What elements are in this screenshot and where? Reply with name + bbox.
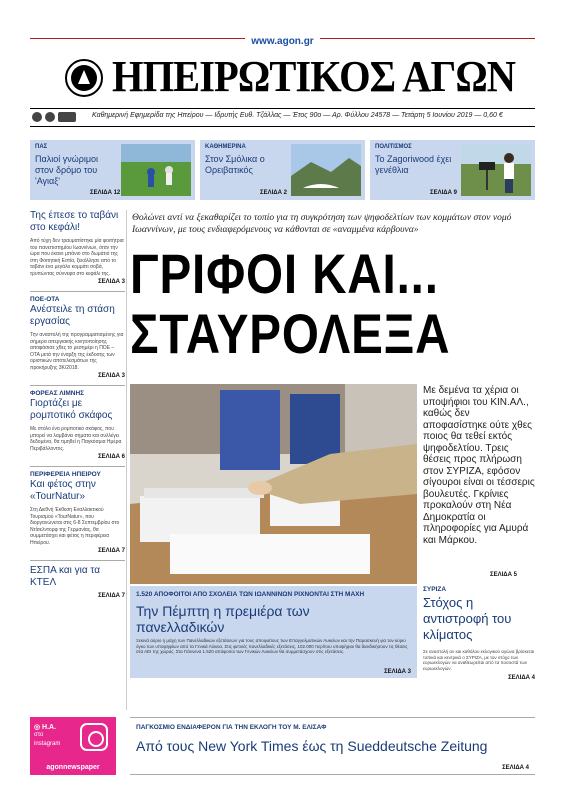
divider bbox=[30, 466, 125, 467]
ballot-photo bbox=[130, 384, 417, 584]
badge-icon bbox=[58, 112, 76, 122]
left-story-tag: ΠΟΕ-ΟΤΑ bbox=[30, 296, 60, 303]
emblem-icon bbox=[64, 58, 104, 98]
headline-line-1: ΓΡΙΦΟΙ ΚΑΙ... bbox=[130, 242, 439, 305]
side-story-page: ΣΕΛΙΔΑ 5 bbox=[490, 572, 517, 578]
teaser-title: Παλιοί γνώριμοι στον δρόμο του 'Αγιαξ' bbox=[35, 154, 99, 186]
teaser-title: Το Zagoriwood έχει γενέθλια bbox=[375, 154, 452, 175]
instagram-icon bbox=[80, 723, 108, 751]
left-story[interactable] bbox=[30, 390, 125, 460]
elisaf-page: ΣΕΛΙΔΑ 4 bbox=[502, 765, 529, 771]
syriza-story[interactable] bbox=[423, 586, 535, 681]
teaser-tag: ΠΑΣ bbox=[35, 144, 48, 150]
teaser-tag: ΚΑΘΗΜΕΡΙΝΑ bbox=[205, 144, 246, 150]
syriza-tag: ΣΥΡΙΖΑ bbox=[423, 586, 447, 593]
syriza-body: Σε αναστολή αν και καθόλου εκλογικού αγώνα βρίσκεται τοπικά και κεντρικά ο ΣΥΡΙΖΑ, με τον στόχο των ευρωεκλογών να αναθεωρείται από τα ποσοστά των ευρωεκλογών. bbox=[423, 649, 535, 671]
left-story-headline: Και φέτος στην «TourNatur» bbox=[30, 479, 96, 502]
left-story-page: ΣΕΛΙΔΑ 6 bbox=[98, 454, 125, 460]
left-story-body: Από τύχη δεν τραυματίστηκε μία φοιτήτρια του πανεπιστημίου Ιωαννίνων, όταν την ώρα που έκανε μπάνιο στο δωμάτιό της στη Φοιτητική Εστία, ξεκόλλησε από το ταβάνι ένα μεγάλο κομμάτι σοβά, τρυπώντας σύννεφα στο κεφάλι της. bbox=[30, 238, 124, 277]
insta-handle: agonnewspaper bbox=[46, 764, 100, 771]
left-story-page: ΣΕΛΙΔΑ 3 bbox=[98, 373, 125, 379]
syriza-page: ΣΕΛΙΔΑ 4 bbox=[508, 675, 535, 681]
main-kicker: Θολώνει αντί να ξεκαθαρίζει το τοπίο για τη συγκρότηση των ψηφοδελτίων των κομμάτων στον νομό Ιωαννίνων, με τους ενδιαφερόμενους να κάθονται σε «αναμμένα κάρβουνα» bbox=[132, 213, 512, 235]
elisaf-story[interactable] bbox=[130, 717, 535, 775]
football-photo bbox=[121, 144, 191, 196]
teaser-row bbox=[30, 140, 535, 200]
left-story-body: Την αναστολή της προγραμματισμένης για σήμερα απεργιακής κινητοποίησης αποφάσισε χθες το μεσημέρι η ΠΟΕ – ΟΤΑ μετά την έναρξη της έκδοσης των οριστικών αποτελεσμάτων της προκήρυξης 3Κ/2018. bbox=[30, 332, 124, 371]
teaser-page: ΣΕΛΙΔΑ 2 bbox=[260, 190, 287, 196]
left-story-page: ΣΕΛΙΔΑ 7 bbox=[98, 548, 125, 554]
left-story[interactable] bbox=[30, 210, 125, 285]
left-story-body: Με στόλο ένα ρομποτικό σκάφος, που μπορεί να λαμβάνει σηματα και συλλέγει δεδομένα, θα τιμηθεί η Παγκόσμια Ημέρα Περιβάλλοντος. bbox=[30, 426, 122, 452]
masthead-subtitle: Καθημερινή Εφημερίδα της Ηπείρου — Ιδρυτής Ευθ. Τζάλλας — Έτος 90ο — Αρ. Φύλλου 24578 — Τετάρτη 5 Ιουνίου 2019 — 0,60 € bbox=[92, 112, 503, 119]
divider bbox=[30, 291, 125, 292]
teaser-mountain[interactable] bbox=[200, 140, 365, 200]
left-story-headline: Γιορτάζει με ρομποτικό σκάφος bbox=[30, 398, 113, 421]
exams-page: ΣΕΛΙΔΑ 3 bbox=[384, 669, 411, 675]
left-story-tag: ΦΟΡΕΑΣ ΛΙΜΝΗΣ bbox=[30, 390, 85, 397]
masthead-rule-bottom bbox=[30, 126, 535, 127]
insta-line: ◎ Η.Α. bbox=[34, 724, 57, 731]
headline-line-2: ΣΤΑΥΡΟΛΕΞΑ bbox=[130, 302, 451, 365]
teaser-tag: ΠΟΛΙΤΙΣΜΟΣ bbox=[375, 144, 412, 150]
divider bbox=[30, 560, 125, 561]
elisaf-title: Από τους New York Times έως τη Sueddeutsche Zeitung bbox=[136, 738, 488, 754]
camera-photo bbox=[461, 144, 531, 196]
site-url[interactable]: www.agon.gr bbox=[0, 36, 565, 47]
insta-line: στο bbox=[34, 732, 44, 738]
teaser-sport[interactable] bbox=[30, 140, 195, 200]
teaser-title: Στον Σμόλικα ο Ορειβατικός bbox=[205, 154, 265, 175]
teaser-page: ΣΕΛΙΔΑ 9 bbox=[430, 190, 457, 196]
syriza-headline: Στόχος η αντιστροφή του κλίματος bbox=[423, 595, 512, 642]
instagram-promo[interactable] bbox=[30, 717, 116, 775]
left-story[interactable] bbox=[30, 296, 125, 379]
teaser-culture[interactable] bbox=[370, 140, 535, 200]
left-story-tag: ΠΕΡΙΦΕΡΕΙΑ ΗΠΕΙΡΟΥ bbox=[30, 471, 101, 478]
masthead-title: ΗΠΕΙΡΩΤΙΚΟΣ ΑΓΩΝ bbox=[112, 52, 516, 101]
elisaf-tag: ΠΑΓΚΟΣΜΙΟ ΕΝΔΙΑΦΕΡΟΝ ΓΙΑ ΤΗΝ ΕΚΛΟΓΗ ΤΟΥ Μ. ΕΛΙΣΑΦ bbox=[136, 724, 327, 731]
exams-body: Ξεκινά αύριο η μάχη των Πανελλαδικών εξετάσεων για τους αποφοίτους των Επαγγελματικών Λυκείων και την Παρασκευή για τον κύριο όγκο των υποψηφίων από τα Γενικά Λύκεια. Στις φετινές πανελλαδικές εξετάσεις, 102.000 περίπου υποψήφιοι θα διεκδικήσουν τις θέσεις στα ΑΕΙ της χώρας. Στα Γιάννενα 1.520 απόφοιτοι των Γενικών Λυκείων θα συμμετάσχουν στις εξετάσεις. bbox=[136, 638, 408, 654]
left-story-headline: ΕΣΠΑ και για τα ΚΤΕΛ bbox=[30, 565, 100, 588]
divider bbox=[30, 385, 125, 386]
left-story[interactable] bbox=[30, 565, 125, 599]
left-story-page: ΣΕΛΙΔΑ 7 bbox=[98, 593, 125, 599]
left-story-headline: Ανέστειλε τη στάση εργασίας bbox=[30, 304, 115, 327]
left-story-headline: Της έπεσε το ταβάνι στο κεφάλι! bbox=[30, 210, 119, 233]
left-story-page: ΣΕΛΙΔΑ 3 bbox=[98, 279, 125, 285]
teaser-page: ΣΕΛΙΔΑ 12 bbox=[90, 190, 121, 196]
insta-line: instagram bbox=[34, 741, 61, 747]
left-story-body: Στη Διεθνή Έκθεση Εναλλακτικού Τουρισμού «TourNatur», που διοργανώνεται στις 6-8 Σεπτεμβρίου στο Ντίσελντορφ της Γερμανίας, θα συμμετάσχει και φέτος η περιφέρεια Ηπείρου. bbox=[30, 507, 120, 546]
column-divider bbox=[126, 210, 127, 710]
exams-story[interactable] bbox=[130, 586, 417, 678]
side-story-text: Με δεμένα τα χέρια οι υποψήφιοι του ΚΙΝ.ΑΛ., καθώς δεν αποφασίστηκε ούτε χθες ποιος θα τεθεί εκτός ψηφοδελτίου. Τρεις θέσεις προς πλήρωση στον ΣΥΡΙΖΑ, εφόσον σίγουροι είναι οι τέσσερις βουλευτές. Γκρίνιες προκαλούν στη Νέα Δημοκρατία οι πληροφορίες για Αμυρά και Μάρκου. bbox=[423, 385, 535, 546]
social-icon bbox=[45, 112, 55, 122]
masthead-rule-top bbox=[30, 108, 535, 109]
left-column bbox=[30, 210, 125, 605]
exams-tag: 1.520 ΑΠΟΦΟΙΤΟΙ ΑΠΟ ΣΧΟΛΕΙΑ ΤΩΝ ΙΩΑΝΝΙΝΩΝ ΡΙΧΝΟΝΤΑΙ ΣΤΗ ΜΑΧΗ bbox=[136, 591, 365, 598]
main-headline[interactable] bbox=[130, 244, 474, 364]
masthead-icons bbox=[32, 112, 76, 122]
mountain-photo bbox=[291, 144, 361, 196]
exams-title: Την Πέμπτη η πρεμιέρα των πανελλαδικών bbox=[136, 603, 310, 635]
social-icon bbox=[32, 112, 42, 122]
left-story[interactable] bbox=[30, 471, 125, 554]
